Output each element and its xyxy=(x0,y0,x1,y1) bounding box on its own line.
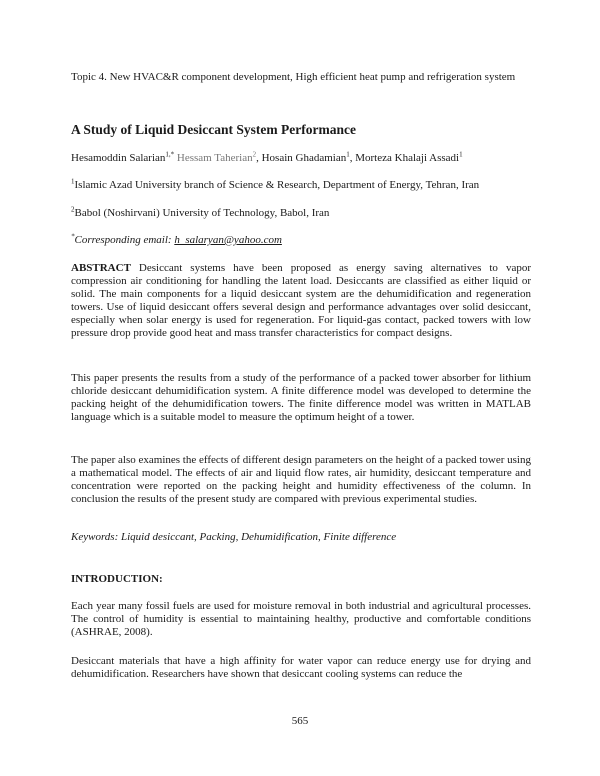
paper-title: A Study of Liquid Desiccant System Performance xyxy=(71,122,356,137)
abstract-heading: ABSTRACT xyxy=(71,262,131,274)
author-2: Hessam Taherian$^2$ xyxy=(176,150,257,164)
author-line xyxy=(71,152,531,165)
intro-paragraph-2: Desiccant materials that have a high affinity for water vapor can reduce energy use for drying and dehumidification. Researchers have shown that desiccant cooling systems can reduce the xyxy=(71,655,531,680)
corresponding-email-line: *Corresponding email: h_salaryan@yahoo.com xyxy=(71,232,282,246)
author-4-sup: 1 xyxy=(459,150,463,159)
abstract-paragraph-3: The paper also examines the effects of different design parameters on the height of a packed tower using a mathematical model. The effects of air and liquid flow rates, air humidity, desiccant temperature and concentration were reported on the packing height and humidity effectiveness of the column. In conclusion the results of the present study are compared with previous experimental studies. xyxy=(71,454,531,505)
affiliation-1: $^1$Islamic Azad University branch of Science & Research, Department of Energy, Tehran, Iran xyxy=(71,177,480,191)
author-3: , Hosain Ghadamian xyxy=(256,152,347,164)
author-1: Hesamoddin Salarian xyxy=(71,152,166,164)
introduction-heading: INTRODUCTION: xyxy=(71,573,163,585)
author-1-sup: 1,* xyxy=(165,150,175,159)
page-number: 565 xyxy=(291,715,309,727)
intro-paragraph-1: Each year many fossil fuels are used for moisture removal in both industrial and agricultural processes. The control of humidity is essential to maintaining healthy, productive and comfortable conditions (ASHRAE, 2008). xyxy=(71,600,531,638)
keywords: Keywords: Liquid desiccant, Packing, Dehumidification, Finite difference xyxy=(71,531,397,543)
abstract-paragraph-2: This paper presents the results from a study of the performance of a packed tower absorber for lithium chloride desiccant dehumidification system. A finite difference model was developed to determine the packing height of the dehumidification towers. The finite difference model was written in MATLAB language which is a suitable model to measure the optimum height of a tower. xyxy=(71,372,531,423)
email-link[interactable]: h_salaryan@yahoo.com xyxy=(174,234,282,246)
affiliation-2: $^2$Babol (Noshirvani) University of Technology, Babol, Iran xyxy=(71,205,330,219)
topic-line: Topic 4. New HVAC&R component development, High efficient heat pump and refrigeration system xyxy=(71,71,516,83)
abstract-paragraph-1: ABSTRACT Desiccant systems have been proposed as energy saving alternatives to vapor compression air conditioning for handling the latent load. Desiccants are classified as either liquid or solid. The main components for a liquid desiccant system are the dehumidification and regeneration towers. Use of liquid desiccant offers several design and performance advantages over solid desiccant, especially when solar energy is used for regeneration. For liquid-gas contact, packed towers with low pressure drop provide good heat and mass transfer characteristics for compact designs. xyxy=(71,262,531,339)
author-4: , Morteza Khalaji Assadi xyxy=(349,152,460,164)
author-3-sup: 1 xyxy=(346,150,350,159)
